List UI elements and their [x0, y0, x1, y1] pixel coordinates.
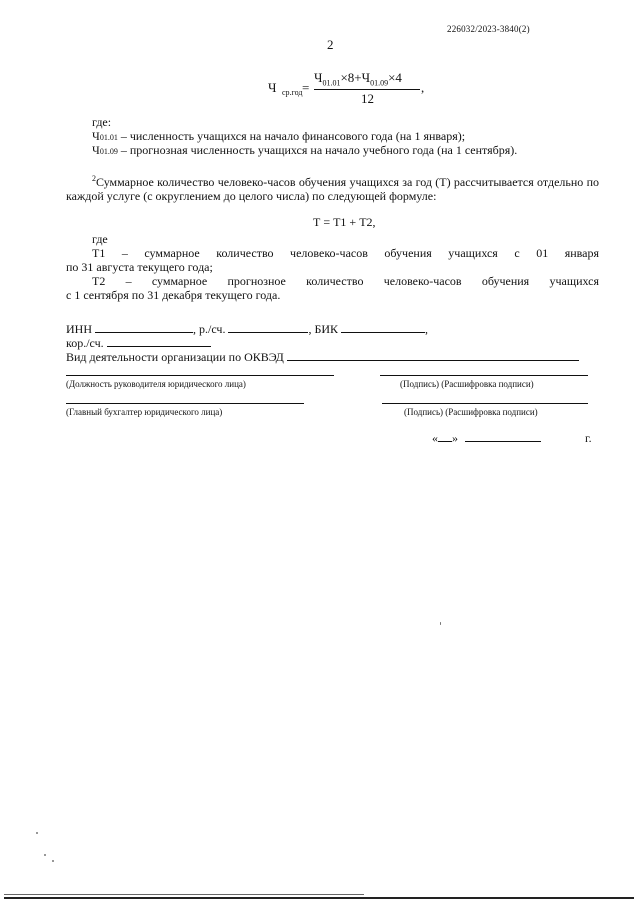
- inn-label: ИНН: [66, 322, 92, 336]
- okved-row: [66, 350, 579, 365]
- corr-account-field[interactable]: [107, 336, 211, 347]
- page-number: 2: [327, 37, 334, 52]
- formula-numerator: $Ч_{01.01}\times 8+Ч_{01.09}\times 4$: [314, 70, 402, 88]
- scan-edge-bar: [4, 897, 634, 899]
- okved-label: Вид деятельности организации по ОКВЭД: [66, 350, 284, 364]
- accountant-signature-line[interactable]: [382, 403, 588, 404]
- formula-comma: ,: [421, 80, 425, 95]
- definition-sep-count: Ч01.09 – прогнозная численность учащихся на начало учебного года (на 1 сентября).: [92, 143, 518, 157]
- term-definitions: [66, 246, 599, 302]
- accountant-line[interactable]: [66, 403, 304, 404]
- total-hours-formula: Т = Т1 + Т2,: [313, 215, 376, 229]
- formula-equals: =: [302, 80, 310, 95]
- formula-lhs: Ч: [268, 80, 277, 95]
- scan-speck: [36, 832, 38, 834]
- document-number: 226032/2023-3840(2): [447, 24, 530, 34]
- day-field[interactable]: [438, 431, 452, 442]
- account-field[interactable]: [228, 322, 308, 333]
- date-close-quote: »: [452, 431, 458, 445]
- formula-denominator: 12: [361, 91, 374, 106]
- head-position-caption: (Должность руководителя юридического лица): [66, 379, 246, 389]
- scan-speck: [52, 860, 54, 862]
- kor-label: кор./сч.: [66, 336, 104, 350]
- okved-field[interactable]: [287, 350, 579, 361]
- date-row: [432, 431, 541, 446]
- hours-paragraph: $^2$Суммарное количество человеко-часов обучения учащихся за год (Т) рассчитывается отдельно по каждой услуге (с округлением до целого числа) по следующей формуле:: [66, 174, 599, 203]
- trailing-comma: ,: [425, 322, 429, 336]
- bank-details-row: [66, 322, 428, 337]
- where-label-2: где: [92, 232, 108, 246]
- head-signature-line[interactable]: [380, 375, 588, 376]
- scan-edge-line: [4, 894, 364, 895]
- t1-line: Т1 – суммарное количество человеко-часов обучения учащихся с 01 января: [92, 246, 599, 260]
- inn-field[interactable]: [95, 322, 193, 333]
- rs-label: , р./сч.: [193, 322, 226, 336]
- month-field[interactable]: [465, 431, 541, 442]
- head-position-line[interactable]: [66, 375, 334, 376]
- definition-jan-count: Ч01.01 – численность учащихся на начало финансового года (на 1 января);: [92, 129, 466, 143]
- corr-account-row: [66, 336, 211, 351]
- head-signature-caption: (Подпись) (Расшифровка подписи): [400, 379, 534, 389]
- bik-label: , БИК: [308, 322, 339, 336]
- where-label: где:: [92, 115, 112, 129]
- scan-speck: [440, 622, 441, 625]
- date-open-quote: «: [432, 431, 438, 445]
- fraction-bar: [314, 89, 420, 90]
- t2-line: Т2 – суммарное прогнозное количество человеко-часов обучения учащихся: [92, 274, 599, 288]
- scan-speck: [44, 854, 46, 856]
- t1-line-2: по 31 августа текущего года;: [66, 260, 213, 274]
- formula-lhs-subscript: ср.год: [282, 88, 303, 97]
- accountant-signature-caption: (Подпись) (Расшифровка подписи): [404, 407, 538, 417]
- accountant-caption: (Главный бухгалтер юридического лица): [66, 407, 223, 417]
- t2-line-2: с 1 сентября по 31 декабря текущего года.: [66, 288, 281, 302]
- year-suffix: г.: [585, 431, 592, 445]
- bik-field[interactable]: [341, 322, 425, 333]
